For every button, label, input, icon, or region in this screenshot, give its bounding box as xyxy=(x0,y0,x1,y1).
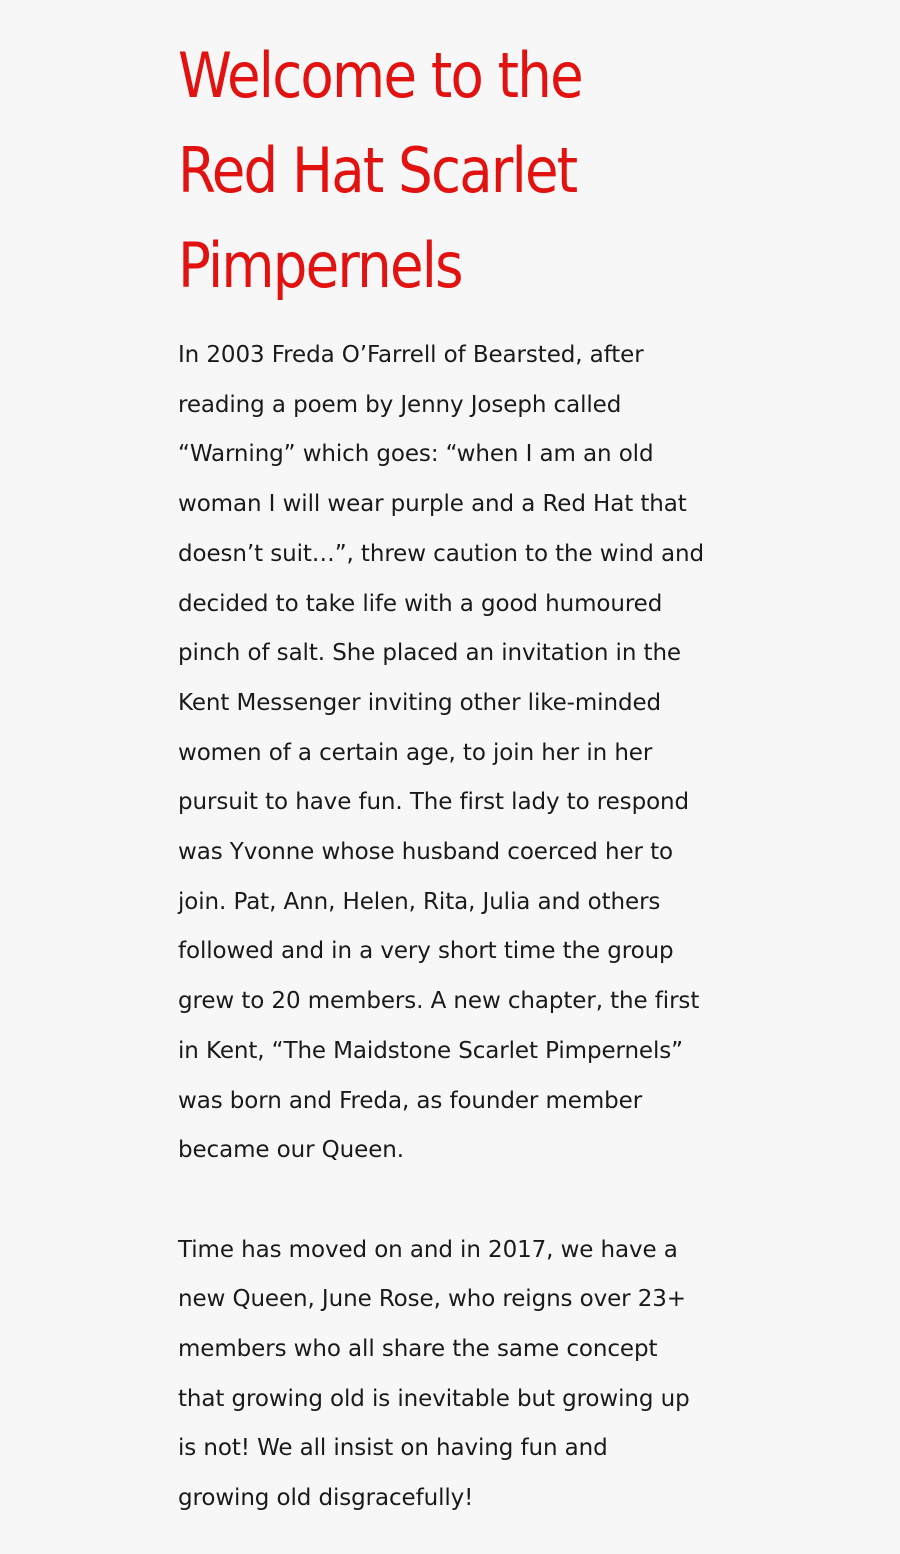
paragraph-line: reading a poem by Jenny Joseph called xyxy=(178,391,622,418)
paragraph-line: members who all share the same concept xyxy=(178,1336,658,1363)
paragraph-line: women of a certain age, to join her in her xyxy=(178,739,653,766)
page-title xyxy=(178,28,724,313)
paragraph-line: doesn’t suit…”, threw caution to the wind and xyxy=(178,540,704,567)
paragraph-line: pursuit to have fun. The first lady to respond xyxy=(178,789,690,816)
paragraph-spacer xyxy=(178,1176,738,1226)
paragraph-line: became our Queen. xyxy=(178,1137,404,1164)
intro-text xyxy=(178,331,738,1524)
paragraph-line: that growing old is inevitable but growing up xyxy=(178,1385,690,1412)
paragraph-line: pinch of salt. She placed an invitation in the xyxy=(178,640,681,667)
content-area xyxy=(178,28,738,1524)
paragraph-line: decided to take life with a good humoured xyxy=(178,590,663,617)
paragraph-line: woman I will wear purple and a Red Hat that xyxy=(178,491,687,518)
paragraph-line: is not! We all insist on having fun and xyxy=(178,1435,608,1462)
paragraph-line: new Queen, June Rose, who reigns over 23+ xyxy=(178,1286,686,1313)
paragraph-line: growing old disgracefully! xyxy=(178,1485,474,1512)
paragraph-line: Kent Messenger inviting other like-minded xyxy=(178,689,661,716)
paragraph-line: Time has moved on and in 2017, we have a xyxy=(178,1236,678,1263)
paragraph-line: join. Pat, Ann, Helen, Rita, Julia and others xyxy=(178,888,661,915)
paragraph-line: was Yvonne whose husband coerced her to xyxy=(178,839,673,866)
paragraph-line: grew to 20 members. A new chapter, the first xyxy=(178,988,700,1015)
paragraph-line: In 2003 Freda O’Farrell of Bearsted, after xyxy=(178,342,644,368)
paragraph-line: in Kent, “The Maidstone Scarlet Pimpernels” xyxy=(178,1037,683,1064)
paragraph-line: followed and in a very short time the group xyxy=(178,938,674,965)
paragraph-line: “Warning” which goes: “when I am an old xyxy=(178,441,654,468)
paragraph-line: was born and Freda, as founder member xyxy=(178,1087,643,1114)
title-line: Pimpernels xyxy=(178,229,462,302)
title-line: Welcome to the xyxy=(178,39,582,112)
title-line: Red Hat Scarlet xyxy=(178,134,577,207)
